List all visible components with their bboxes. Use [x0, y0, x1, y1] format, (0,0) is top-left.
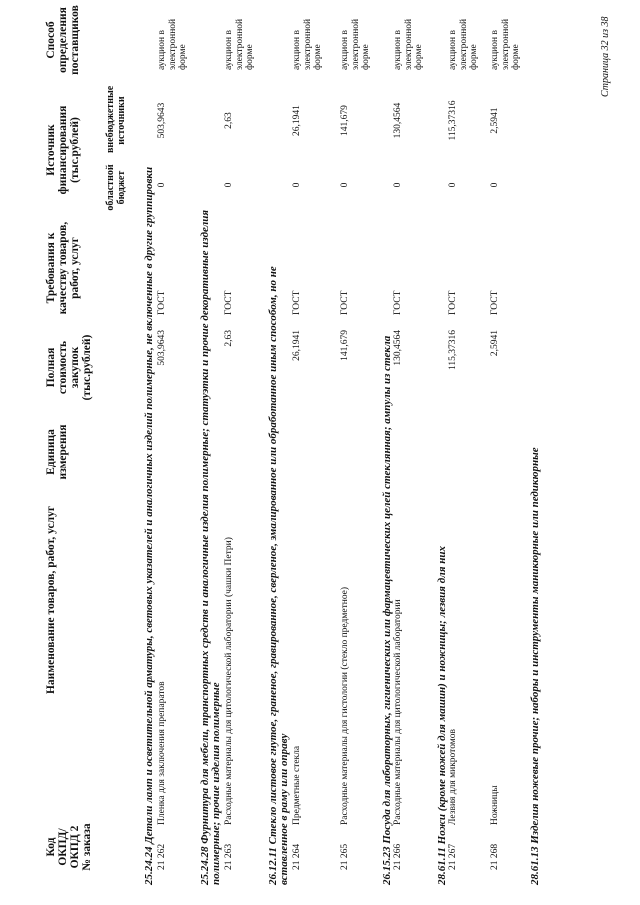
group-title: Изделия ножевые прочие; наборы и инструменты маникюрные или педикюрные [529, 447, 541, 844]
row-5-requirement: ГОСТ [393, 290, 403, 315]
header-total-cost: Полная стоимость закупок (тыс.рублей) [45, 334, 93, 401]
header-funding-extrabudget: внебюджетные источники [105, 85, 127, 153]
row-3-requirement: ГОСТ [292, 290, 302, 315]
group-code: 28.61.13 [529, 846, 541, 885]
row-7-code: 21 268 [490, 843, 500, 870]
row-7-total: 2,5941 [490, 330, 500, 357]
row-4-name: Расходные материалы для гистологии (стекло предметное) [340, 586, 350, 825]
row-1-method: аукцион в электронной форме [157, 18, 188, 70]
row-1-code: 21 262 [157, 843, 167, 870]
header-code-line-3: ОКПД 2 [69, 825, 81, 869]
page-number: Страница 32 из 38 [600, 16, 611, 97]
row-7-extrabudget: 2,5941 [490, 107, 500, 134]
row-6-extrabudget: 115,37316 [448, 100, 458, 141]
group-row-4 [382, 336, 393, 885]
row-1-extrabudget: 503,9643 [157, 102, 167, 139]
header-funding: Источник финансирования (тыс.рублей) [45, 105, 81, 195]
row-5-total: 130,4564 [393, 330, 403, 366]
row-7-method: аукцион в электронной форме [490, 18, 521, 70]
row-2-total: 2,63 [224, 330, 234, 347]
row-7-name: Ножницы [490, 785, 500, 825]
row-1-regional: 0 [157, 182, 167, 188]
row-2-name: Расходные материалы для цитологической лаборатории (чашки Петри) [224, 537, 234, 825]
row-4-method: аукцион в электронной форме [340, 18, 371, 70]
row-2-code: 21 263 [224, 843, 234, 870]
row-6-requirement: ГОСТ [448, 290, 458, 315]
row-2-requirement: ГОСТ [224, 290, 234, 315]
group-title: Детали ламп и осветительной арматуры, световых указателей и аналогичных изделий полимерные, не включенные в другие группировки [143, 166, 155, 844]
header-name: Наименование товаров, работ, услуг [45, 505, 57, 695]
row-1-total: 503,9643 [157, 330, 167, 366]
row-7-regional: 0 [490, 182, 500, 188]
row-4-code: 21 265 [340, 843, 350, 870]
row-3-method: аукцион в электронной форме [292, 18, 323, 70]
row-3-extrabudget: 26,1941 [292, 105, 302, 136]
row-3-code: 21 264 [292, 843, 302, 870]
row-6-total: 115,37316 [448, 330, 458, 371]
row-6-method: аукцион в электронной форме [448, 18, 479, 70]
row-6-code: 21 267 [448, 843, 458, 870]
group-code: 28.61.11 [436, 847, 448, 885]
group-row-6 [530, 447, 541, 885]
row-1-requirement: ГОСТ [157, 290, 167, 315]
row-2-regional: 0 [224, 182, 234, 188]
header-unit: Единица измерения [45, 424, 69, 480]
row-5-method: аукцион в электронной форме [393, 18, 424, 70]
group-title: Посуда для лабораторных, гигиенических или фармацевтических целей стеклянная; ампулы из стекла [381, 335, 393, 844]
header-requirements: Требования к качеству товаров, работ, услуг [45, 221, 81, 315]
row-6-name: Лезвия для микротомов [448, 728, 458, 825]
group-code: 25.24.28 [199, 846, 211, 885]
header-method: Способ определения поставщиков [45, 5, 81, 75]
row-1-name: Пленка для заключения препаратов [157, 681, 167, 825]
row-4-extrabudget: 141,679 [340, 105, 350, 136]
group-row-5 [437, 546, 448, 885]
group-row-1 [144, 167, 155, 885]
row-2-extrabudget: 2,63 [224, 112, 234, 129]
group-code: 26.15.23 [381, 846, 393, 885]
row-3-name: Предметные стекла [292, 745, 302, 825]
header-code-line-1: Код [45, 837, 57, 857]
header-code-line-2: ОКПД/ [57, 828, 69, 866]
group-title: Фурнитура для мебели, транспортных средств и аналогичные изделия полимерные; статуэтки и прочие декоративные изделия полимерные; прочие изделия полимерные [199, 209, 222, 885]
group-title: Стекло листовое гнутое, граненое, гравированное, сверленое, эмалированное или обработанное иным способом, но не вставленное в раму или оправу [267, 266, 290, 885]
row-4-requirement: ГОСТ [340, 290, 350, 315]
row-5-extrabudget: 130,4564 [393, 102, 403, 139]
row-5-code: 21 266 [393, 843, 403, 870]
row-7-requirement: ГОСТ [490, 290, 500, 315]
row-6-regional: 0 [448, 182, 458, 188]
group-title: Ножи (кроме ножей для машин) и ножницы; лезвия для них [436, 546, 448, 845]
row-4-regional: 0 [340, 182, 350, 188]
header-funding-regional: областной бюджет [105, 164, 127, 211]
row-3-regional: 0 [292, 182, 302, 188]
row-2-method: аукцион в электронной форме [224, 18, 255, 70]
row-4-total: 141,679 [340, 330, 350, 361]
group-row-3 [268, 245, 290, 885]
group-row-2 [200, 185, 222, 885]
row-3-total: 26,1941 [292, 330, 302, 361]
header-code [45, 807, 93, 887]
row-5-regional: 0 [393, 182, 403, 188]
group-code: 25.24.24 [143, 846, 155, 885]
row-5-name: Расходные материалы для цитологической лаборатории [393, 599, 403, 825]
group-code: 26.12.11 [267, 847, 279, 885]
header-code-line-4: № заказа [81, 823, 93, 871]
